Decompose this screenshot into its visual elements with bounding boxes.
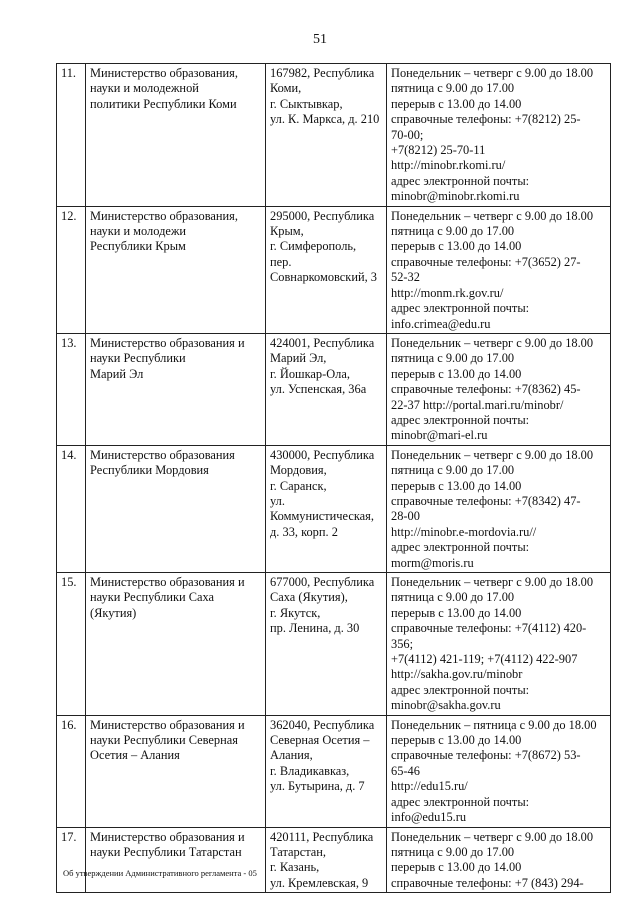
table-body (57, 64, 611, 893)
address-line: Марий Эл, (270, 351, 327, 366)
table-row (57, 64, 611, 207)
ministry-name-cell (86, 206, 266, 333)
schedule-line: справочные телефоны: +7(8672) 53- (391, 748, 581, 763)
ministry-name-line: науки Республики Саха (90, 590, 214, 605)
schedule-line: 65-46 (391, 763, 420, 778)
schedule-cell (387, 715, 611, 827)
schedule-line: пятница с 9.00 до 17.00 (391, 590, 515, 605)
schedule-line: адрес электронной почты: (391, 794, 530, 809)
address-line: 295000, Республика (270, 208, 375, 223)
ministry-name-line: Министерство образования и (90, 717, 245, 732)
address-line: г. Йошкар-Ола, (270, 366, 350, 381)
schedule-line: 70-00; (391, 127, 424, 142)
schedule-line: справочные телефоны: +7(4112) 420- (391, 621, 587, 636)
row-number: 15. (57, 573, 86, 716)
footer-text: Об утверждении Административного регламента - 05 (63, 868, 257, 878)
ministry-name-line: Республики Крым (90, 239, 186, 254)
ministry-name-line: Министерство образования, (90, 66, 238, 80)
address-cell (266, 333, 387, 445)
address-line: Алания, (270, 748, 313, 763)
address-line: ул. Бутырина, д. 7 (270, 779, 365, 794)
address-line: 677000, Республика (270, 575, 375, 589)
schedule-line: morm@moris.ru (391, 555, 474, 570)
schedule-line: пятница с 9.00 до 17.00 (391, 81, 515, 96)
schedule-line: перерыв с 13.00 до 14.00 (391, 366, 522, 381)
address-line: Коми, (270, 81, 302, 96)
ministries-table (56, 63, 611, 893)
address-line: ул. Успенская, 36а (270, 382, 367, 397)
address-line: ул. (270, 493, 285, 508)
ministry-name-line: Министерство образования и (90, 829, 245, 844)
schedule-line: перерыв с 13.00 до 14.00 (391, 239, 522, 254)
schedule-line: справочные телефоны: +7(8212) 25- (391, 112, 581, 127)
ministry-name-line: науки Республики (90, 351, 186, 366)
address-line: Крым, (270, 224, 304, 239)
address-line: г. Казань, (270, 860, 320, 875)
address-line: пр. Ленина, д. 30 (270, 621, 360, 636)
row-number: 11. (57, 64, 86, 207)
schedule-line: Понедельник – четверг с 9.00 до 18.00 (391, 575, 594, 589)
address-line: г. Саранск, (270, 478, 327, 493)
ministry-name-line: (Якутия) (90, 605, 137, 620)
schedule-line: info.crimea@edu.ru (391, 316, 491, 331)
address-cell (266, 573, 387, 716)
address-line: г. Якутск, (270, 605, 321, 620)
schedule-line: перерыв с 13.00 до 14.00 (391, 605, 522, 620)
schedule-line: Понедельник – четверг с 9.00 до 18.00 (391, 66, 594, 80)
schedule-line: адрес электронной почты: (391, 412, 530, 427)
row-number: 16. (57, 715, 86, 827)
address-cell (266, 206, 387, 333)
row-number: 14. (57, 445, 86, 572)
row-number: 13. (57, 333, 86, 445)
address-line: 430000, Республика (270, 447, 375, 462)
schedule-line: 28-00 (391, 509, 420, 524)
ministry-name-line: Министерство образования (90, 447, 235, 462)
schedule-line: справочные телефоны: +7 (843) 294- (391, 875, 584, 890)
schedule-line: пятница с 9.00 до 17.00 (391, 224, 515, 239)
schedule-line: Понедельник – четверг с 9.00 до 18.00 (391, 447, 594, 462)
page-number: 51 (313, 32, 327, 47)
table-row (57, 827, 611, 893)
ministry-name-line: Министерство образования и (90, 335, 245, 350)
address-line: 167982, Республика (270, 66, 375, 80)
ministry-name-line: науки и молодежи (90, 224, 187, 239)
schedule-line: http://edu15.ru/ (391, 779, 468, 794)
ministry-name-line: Осетия – Алания (90, 748, 180, 763)
schedule-line: перерыв с 13.00 до 14.00 (391, 860, 522, 875)
address-line: г. Сыктывкар, (270, 96, 343, 111)
schedule-line: 22-37 http://portal.mari.ru/minobr/ (391, 397, 564, 412)
table-row (57, 445, 611, 572)
schedule-line: Понедельник – четверг с 9.00 до 18.00 (391, 829, 594, 844)
schedule-line: http://minobr.rkomi.ru/ (391, 158, 506, 173)
schedule-cell (387, 206, 611, 333)
address-cell (266, 64, 387, 207)
address-line: Коммунистическая, (270, 509, 374, 524)
ministry-name-cell (86, 445, 266, 572)
address-line: Северная Осетия – (270, 733, 370, 748)
address-line: 362040, Республика (270, 717, 375, 732)
schedule-line: адрес электронной почты: (391, 173, 530, 188)
ministry-name-cell (86, 333, 266, 445)
ministry-name-line: Республики Мордовия (90, 463, 209, 478)
table-row (57, 206, 611, 333)
address-cell (266, 827, 387, 893)
address-line: д. 33, корп. 2 (270, 524, 338, 539)
address-line: ул. Кремлевская, 9 (270, 875, 369, 890)
address-line: 420111, Республика (270, 829, 374, 844)
table-row (57, 715, 611, 827)
address-line: г. Владикавказ, (270, 763, 350, 778)
ministry-name-line: Министерство образования, (90, 208, 238, 223)
schedule-line: http://minobr.e-mordovia.ru// (391, 524, 537, 539)
schedule-line: перерыв с 13.00 до 14.00 (391, 478, 522, 493)
schedule-line: +7(4112) 421-119; +7(4112) 422-907 (391, 652, 578, 667)
schedule-line: адрес электронной почты: (391, 301, 530, 316)
schedule-line: пятница с 9.00 до 17.00 (391, 844, 515, 859)
schedule-line: справочные телефоны: +7(8342) 47- (391, 493, 581, 508)
ministry-name-line: науки Республики Татарстан (90, 844, 242, 859)
schedule-line: Понедельник – четверг с 9.00 до 18.00 (391, 208, 594, 223)
ministry-name-line: политики Республики Коми (90, 96, 237, 111)
schedule-line: адрес электронной почты: (391, 682, 530, 697)
address-line: ул. К. Маркса, д. 210 (270, 112, 380, 127)
schedule-line: +7(8212) 25-70-11 (391, 143, 486, 158)
schedule-line: перерыв с 13.00 до 14.00 (391, 733, 522, 748)
row-number: 12. (57, 206, 86, 333)
schedule-line: http://monm.rk.gov.ru/ (391, 285, 504, 300)
row-number: 17. (57, 827, 86, 893)
address-cell (266, 445, 387, 572)
schedule-cell (387, 64, 611, 207)
schedule-line: Понедельник – четверг с 9.00 до 18.00 (391, 335, 594, 350)
ministry-name-line: науки Республики Северная (90, 733, 238, 748)
address-line: Мордовия, (270, 463, 327, 478)
ministry-name-cell (86, 715, 266, 827)
schedule-line: minobr@sakha.gov.ru (391, 698, 501, 713)
ministry-name-line: Министерство образования и (90, 575, 245, 589)
address-line: г. Симферополь, (270, 239, 357, 254)
schedule-cell (387, 445, 611, 572)
schedule-line: справочные телефоны: +7(3652) 27- (391, 254, 581, 269)
schedule-cell (387, 333, 611, 445)
schedule-line: 52-32 (391, 270, 420, 285)
schedule-cell (387, 573, 611, 716)
schedule-line: minobr@minobr.rkomi.ru (391, 189, 520, 204)
schedule-line: 356; (391, 636, 414, 651)
ministry-name-line: науки и молодежной (90, 81, 199, 96)
schedule-line: адрес электронной почты: (391, 540, 530, 555)
schedule-line: Понедельник – пятница с 9.00 до 18.00 (391, 717, 597, 732)
schedule-line: minobr@mari-el.ru (391, 428, 488, 443)
ministry-name-cell (86, 64, 266, 207)
ministry-name-cell (86, 827, 266, 893)
address-line: Саха (Якутия), (270, 590, 348, 605)
schedule-cell (387, 827, 611, 893)
schedule-line: пятница с 9.00 до 17.00 (391, 463, 515, 478)
ministry-name-line: Марий Эл (90, 366, 144, 381)
table-row (57, 333, 611, 445)
ministry-name-cell (86, 573, 266, 716)
schedule-line: http://sakha.gov.ru/minobr (391, 667, 523, 682)
table-row (57, 573, 611, 716)
address-line: Татарстан, (270, 844, 326, 859)
schedule-line: перерыв с 13.00 до 14.00 (391, 96, 522, 111)
address-line: Совнаркомовский, 3 (270, 270, 377, 285)
schedule-line: info@edu15.ru (391, 810, 467, 825)
schedule-line: пятница с 9.00 до 17.00 (391, 351, 515, 366)
address-line: 424001, Республика (270, 335, 375, 350)
schedule-line: справочные телефоны: +7(8362) 45- (391, 382, 581, 397)
address-line: пер. (270, 254, 292, 269)
address-cell (266, 715, 387, 827)
